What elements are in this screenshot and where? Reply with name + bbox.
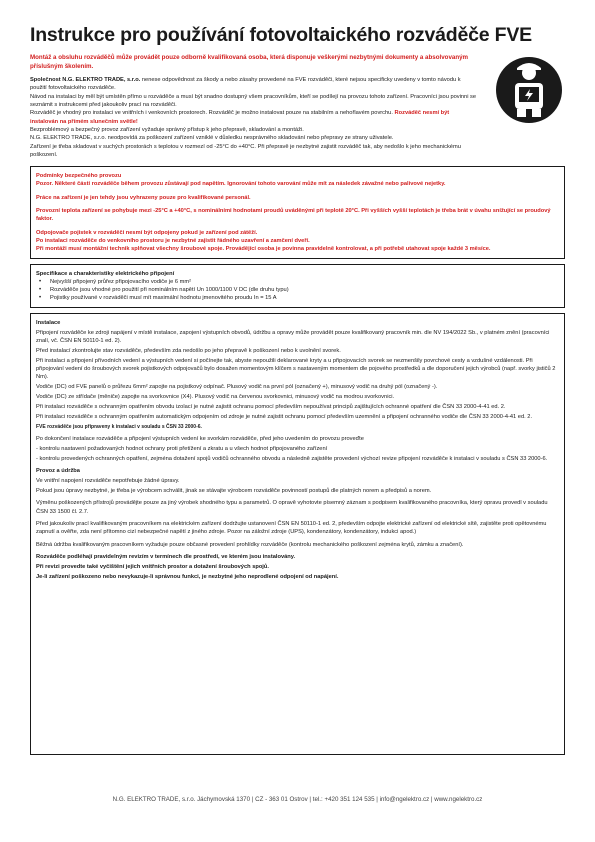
intro-para-1: Společnost N.G. ELEKTRO TRADE, s.r.o. nenese odpovědnost za škody a nebo zásahy provedené na FVE rozváděči, které nejsou specificky uvedeny v tomto návodu k použití fotovoltaického rozváděče.: [30, 77, 461, 92]
install-para: Při instalaci rozváděče s ochranným opatřením obvodu izolací je nutné zajistit ochranu pomocí především nepoužívat principů zajištujících ochranné opatření dle ČSN 33 2000-4-41 ed. 2.: [36, 403, 506, 410]
closing-line: Rozváděče podléhají pravidelným revizím v termínech dle prostředí, ve kterém jsou instalovány.: [36, 554, 296, 561]
maintenance-heading: Provoz a údržba: [36, 468, 80, 475]
list-item: • Rozváděče jsou vhodné pro použití při nominálním napětí Un 1000/1100 V DC (dle druhu typu): [36, 286, 559, 294]
document-page: [30, 22, 565, 755]
intro-para-5: N.G. ELEKTRO TRADE, s.r.o. neodpovídá za poškození zařízení vzniklé v důsledku nesprávného skladování nebo přepravy ze strany uživatele.: [30, 135, 394, 142]
maintenance-para: Ve vnitřní napojení rozváděče nepotřebuje žádné úpravy.: [36, 478, 180, 485]
intro-para-6: Zařízení je třeba skladovat v suchých prostorách s teplotou v rozmezí od -25°C do +40°C. Při přepravě je nezbytné zajistit rozváděč tak, aby nedošlo k jeho mechanickému poškození.: [30, 143, 461, 158]
after-install-item: - kontrolu provedených ochranných opatření, zejména dotažení spojů vodičů ochranného obvodu a následně zajistěte provedení výchozí revize připojení rozváděče k instalaci v souladu s ČSN 33 2000-6.: [36, 455, 548, 462]
specs-heading: Specifikace a charakteristiky elektrického připojení: [36, 270, 175, 277]
page-title: Instrukce pro používání fotovoltaického rozváděče FVE: [30, 24, 532, 46]
page-footer: N.G. ELEKTRO TRADE, s.r.o. Jáchymovská 1370 | CZ - 363 01 Ostrov | tel.: +420 351 124 535 | info@ngelektro.cz | www.ngelektro.cz: [112, 796, 483, 803]
closing-line: Je-li zařízení poškozeno nebo nevykazuje-li správnou funkci, je nezbytné jeho neprodlené odpojení od napájení.: [36, 574, 339, 581]
closing-line: Při revizi provedte také vyčištění jejich vnitřních prostor a dotažení šroubových spojů.: [36, 564, 269, 571]
install-para: Při instalaci rozváděče s ochranným opatřením automatickým odpojením od zdroje je nutné zajistit ochranu pomocí především uzemnění a připojení ochranného vodiče dle ČSN 33 2000-4-41 ed. 2.: [36, 413, 533, 420]
intro-para-4: Bezproblémový a bezpečný provoz zařízení vyžaduje správný přístup k jeho přepravě, skladování a montáži.: [30, 126, 304, 133]
fve-note: FVE rozváděče jsou připraveny k instalaci v souladu s ČSN 33 2000-6.: [36, 423, 202, 430]
maintenance-para: Běžná údržba kvalifikovaným pracovníkem vyžaduje pouze občasné provedení prohlídky rozváděče (kontrolu mechanického poškození zejména krytů, zámku a značení).: [36, 541, 464, 548]
install-para: Při instalaci a připojení přívodních vedení a výstupních vedení si počínejte tak, abyste nepoužili deklarované kryty a u připojovacích svorek se nezmenšily povrchové cesty a vzdušné vzdálenosti. Při připojování vedení do šroubových svorek pojistkových odpojovačů bylo dosažen momentovým klíčem s nastaveným momentem dle pojového prostředků a dle doporučení jejich výrobců (např. svorky jističů 2 Nm).: [36, 357, 556, 381]
install-para: Před instalací zkontrolujte stav rozváděče, především zda nedošlo po jeho přepravě k poškození nebo k uvolnění svorek.: [36, 347, 341, 354]
install-heading: Instalace: [36, 319, 61, 326]
electrician-with-lightning-icon: [495, 56, 563, 124]
specs-list: [36, 278, 559, 303]
safety-para-4: Odpojovače pojistek v rozváděči nesmí být odpojeny pokud je zařízení pod zátěží.: [36, 229, 258, 236]
safety-para-6: Při montáži musí montážní technik splňovat všechny šroubové spoje. Provádějící osoba je povinna pravidelně kontrolovat, a při potřebě utahovat spoje každé 3 měsíce.: [36, 246, 491, 253]
intro-para-3: Rozváděč je vhodný pro instalaci ve vnitřních i venkovních prostorech. Rozváděč je možno instalovat pouze na stabilním a nehořlavém povrchu. Rozváděč nesmí být instalován na přímém slunečním světle!: [30, 110, 450, 125]
after-install-item: - kontrolu nastavení požadovaných hodnot ochrany proti přetížení a zkratu a u všech hodnot připojovaného zařízení: [36, 446, 328, 453]
intro-warning: Montáž a obsluhu rozváděčů může provádět pouze odborně kvalifikovaná osoba, která disponuje veškerými nezbytnými dokumenty a absolvovaným příslušným školením.: [30, 54, 469, 70]
after-install-heading: Po dokončení instalace rozváděče a připojení výstupních vedení ke svorkám rozváděče, před jeho uvedením do provozu proveďte: [36, 436, 364, 443]
safety-para-3: Provozní teplota zařízení se pohybuje mezi -25°C a +40°C, s nominálními hodnotami proudů uváděnými při teplotě 20°C. Při vyšších vyšší teplotách je třeba brát v úvahu snížující se proudový faktor.: [36, 208, 551, 223]
install-para: Vodiče (DC) ze střídače (měniče) zapojte na svorkovnice (X4). Plusový vodič na červenou svorkovnici, minusový vodič na modrou svorkovnici.: [36, 394, 395, 401]
safety-para-2: Práce na zařízení je jen tehdy jsou vyhrazeny pouze pro kvalifikované personál.: [36, 194, 251, 201]
intro-para-2: Návod na instalaci by měl být umístěn přímo u rozváděče a musí být snadno dostupný všem pracovníkům, kteří se podílejí na provozu tohoto zařízení. Pracovníci jsou povinni se seznámit s instrukcemi před jakoukoliv prací na rozváděči.: [30, 93, 477, 109]
list-item: • Nejvyšší připojený průřez připojovacího vodiče je 6 mm²: [36, 278, 559, 286]
list-item: • Pojistky používané v rozváděči musí mít maximální hodnotu jmenovitého proudu In = 15 A: [36, 294, 559, 302]
specs-box: [30, 264, 565, 308]
safety-para-1: Pozor. Některé části rozváděče během provozu zůstávají pod napětím. Ignorování tohoto varování může mít za následek závažné nebo palivové nejetky.: [36, 181, 446, 188]
safety-para-5: Po instalaci rozváděče do venkovního prostoru je nezbytné zajistit řádného uzavření a zamčení dveří.: [36, 237, 310, 244]
safety-heading: Podmínky bezpečného provozu: [36, 173, 122, 180]
install-para: Vodiče (DC) od FVE panelů o průřezu 6mm² zapojte na pojistkový odpínač. Plusový vodič na první pól (označený +), minusový vodič na druhý pól (označený -).: [36, 384, 438, 391]
safety-box: [30, 166, 565, 258]
install-para: Připojení rozváděče ke zdroji napájení v místě instalace, zapojení výstupních obvodů, údržbu a opravy může provádět pouze kvalifikovaný pracovník min. dle NV 194/2022 Sb., v platném znění (pracovníci znalí, vč. ČSN EN 50110-1 ed. 2).: [36, 329, 550, 344]
maintenance-para: Před jakoukoliv prací kvalifikovaným pracovníkem na elektrickém zařízení dodržujte ustanovení ČSN EN 50110-1 ed. 2, především odpojte elektrické zařízení od elektrické sítě, zajistěte proti opětovnému zapnutí a ověřte, zda není přítomno cizí nebezpečné napětí z jiného zdroje. Pozor na záložní zdroje (UPS), kondenzátory, kondenzátory, indukci apod.): [36, 521, 547, 536]
installation-box: [30, 313, 565, 755]
intro-text: [30, 76, 478, 159]
intro-section: [30, 54, 565, 159]
maintenance-para: Výměnu poškozených přístrojů provádějte pouze za jiný výrobek shodného typu a parametrů. O opravě vyhotovte písemný záznam s podpisem kvalifikovaného pracovníka, který opravu provedl v souladu ČSN 33 1500 čl. 2.7.: [36, 500, 548, 515]
maintenance-para: Pokud jsou úpravy nezbytné, je třeba je výrobcem schválit, jinak se stávajte výrobcem rozváděče povinností postupů dle platných norem a předpisů a norem.: [36, 488, 432, 495]
